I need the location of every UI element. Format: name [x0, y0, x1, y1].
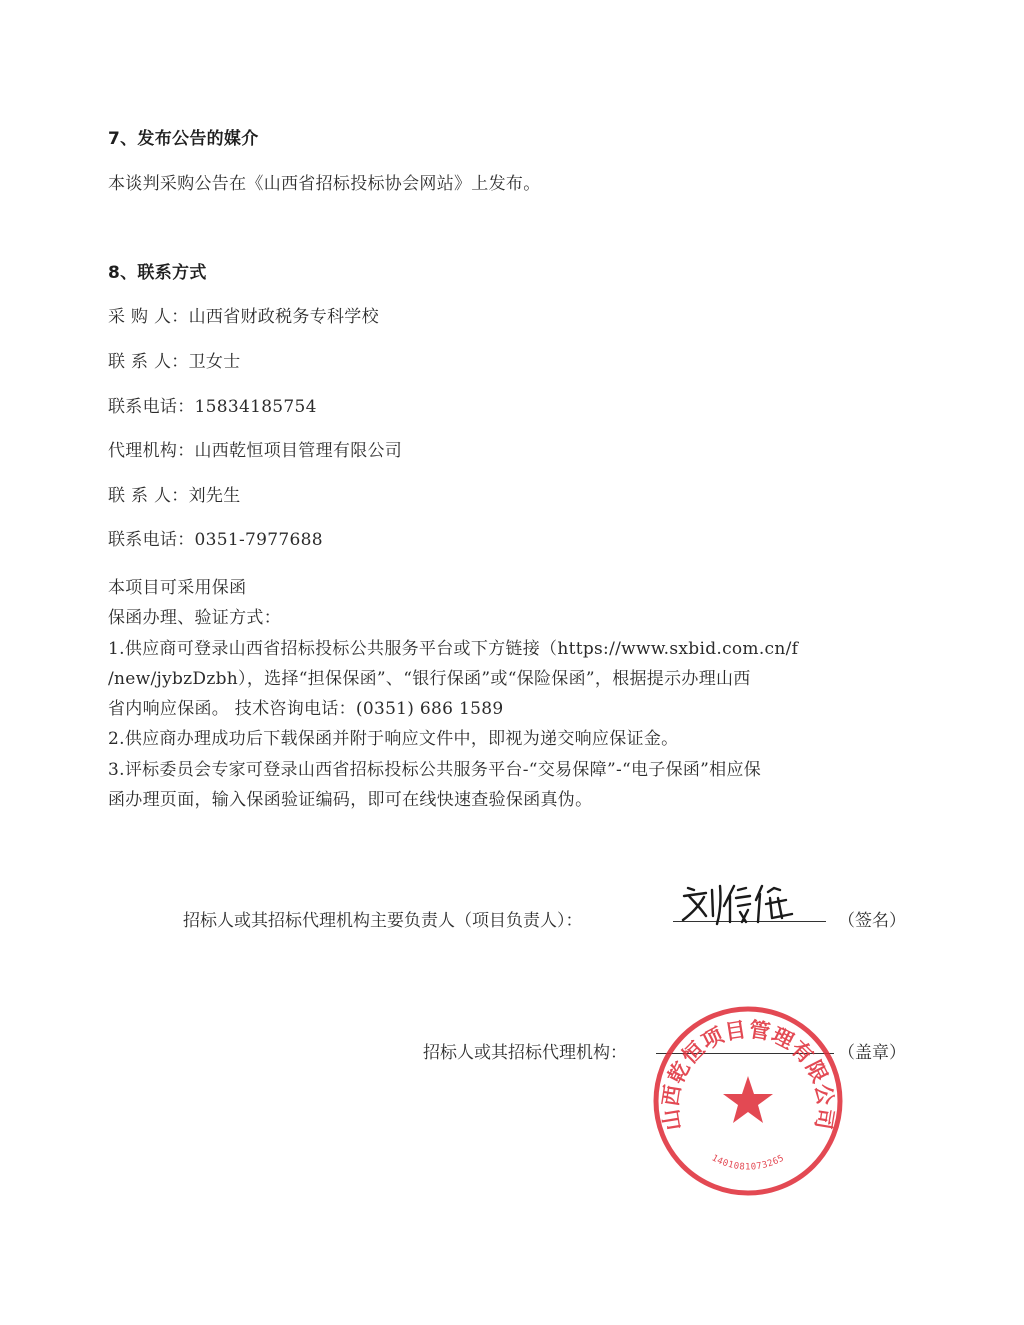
- handwritten-signature: [680, 882, 815, 926]
- contact1-line: 联 系 人：卫女士: [108, 352, 241, 372]
- seal-number: 1401081073265: [709, 1153, 787, 1173]
- phone1-line: 联系电话：15834185754: [108, 397, 317, 417]
- signature-suffix: （签名）: [838, 911, 906, 931]
- stamp-suffix: （盖章）: [838, 1043, 906, 1063]
- guarantee-item1-line1: 1.供应商可登录山西省招标投标公共服务平台或下方链接（https://www.sxbid.com.cn/f: [108, 639, 799, 659]
- section8-heading: 8、联系方式: [108, 263, 207, 283]
- guarantee-item2: 2.供应商办理成功后下载保函并附于响应文件中，即视为递交响应保证金。: [108, 729, 679, 749]
- guarantee-item1-line3: 省内响应保函。 技术咨询电话：(0351) 686 1589: [108, 699, 504, 719]
- agency-line: 代理机构：山西乾恒项目管理有限公司: [108, 441, 403, 461]
- guarantee-intro: 本项目可采用保函: [108, 578, 247, 598]
- guarantee-item3-line1: 3.评标委员会专家可登录山西省招标投标公共服务平台-“交易保障”-“电子保函”相应保: [108, 760, 762, 780]
- section7-heading: 7、发布公告的媒介: [108, 129, 259, 149]
- company-seal: [650, 1003, 846, 1199]
- seal-arc-text: 山西乾恒项目管理有限公司: [658, 1017, 838, 1133]
- stamp-label: 招标人或其招标代理机构：: [423, 1043, 627, 1063]
- seal-star-icon: [723, 1076, 773, 1123]
- purchaser-line: 采 购 人：山西省财政税务专科学校: [108, 307, 379, 327]
- section7-text: 本谈判采购公告在《山西省招标投标协会网站》上发布。: [108, 174, 541, 194]
- guarantee-item3-line2: 函办理页面，输入保函验证编码，即可在线快速查验保函真伪。: [108, 790, 593, 810]
- contact2-line: 联 系 人：刘先生: [108, 486, 241, 506]
- phone2-line: 联系电话：0351-7977688: [108, 530, 323, 550]
- guarantee-method-title: 保函办理、验证方式：: [108, 608, 281, 628]
- guarantee-item1-line2: /new/jybzDzbh），选择“担保保函”、“银行保函”或“保险保函”，根据提示办理山西: [108, 669, 751, 689]
- signature-label: 招标人或其招标代理机构主要负责人（项目负责人）：: [183, 911, 583, 931]
